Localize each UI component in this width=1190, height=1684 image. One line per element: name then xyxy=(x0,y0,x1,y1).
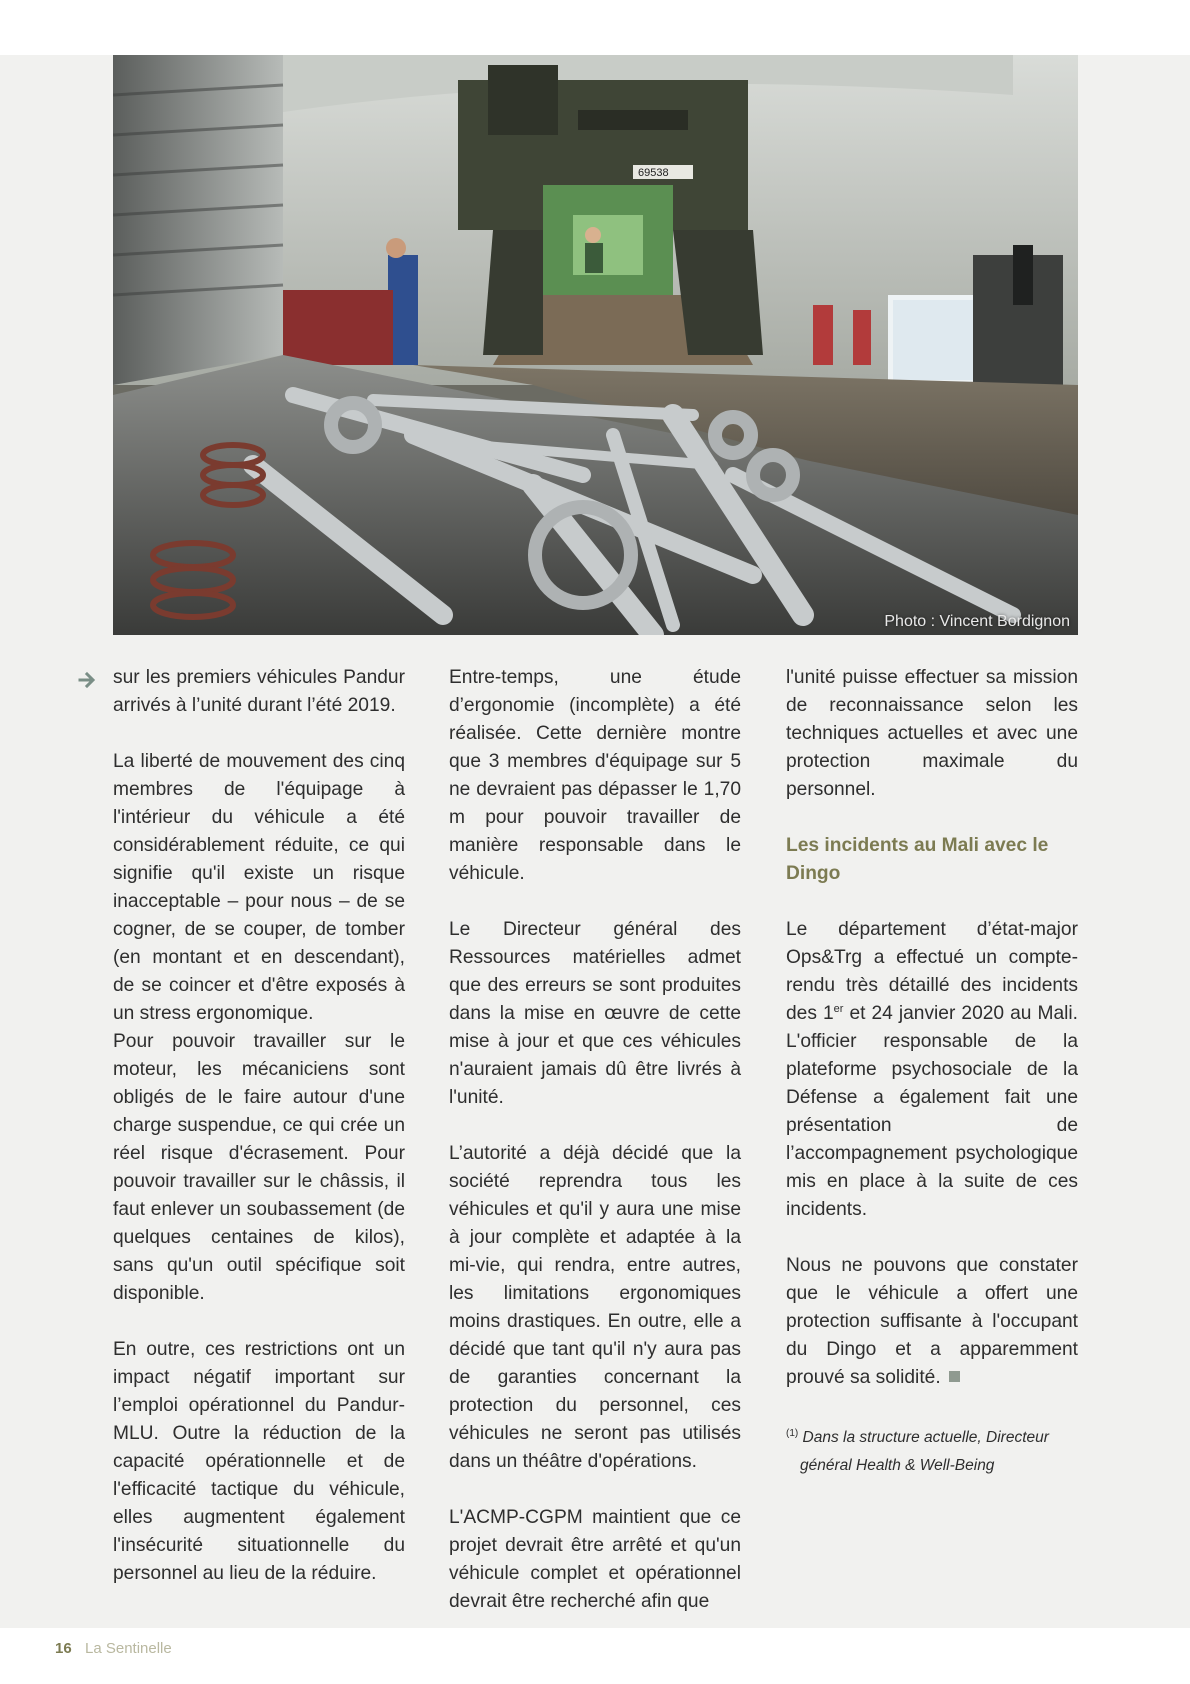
footnote-marker: (1) xyxy=(786,1428,799,1439)
paragraph xyxy=(786,1252,1078,1392)
workshop-photo-illustration xyxy=(113,55,1078,635)
paragraph-text: Nous ne pouvons que constater que le véhicule a offert une protection suffisante à l'occupant du Dingo et a apparemment prouvé sa solidité. xyxy=(786,1255,1078,1388)
continuation-arrow-icon xyxy=(78,670,98,690)
paragraph-text: Le département d’état-major Ops&Trg a effectué un compte-rendu très détaillé des incidents des 1 xyxy=(786,919,1078,1024)
article-column-2 xyxy=(449,664,741,1644)
publication-name: La Sentinelle xyxy=(85,1640,172,1657)
paragraph: Entre-temps, une étude d’ergonomie (incomplète) a été réalisée. Cette dernière montre que 3 membres d'équipage sur 5 ne devraient pas dépasser le 1,70 m pour pouvoir travailler de manière responsable dans le véhicule. xyxy=(449,667,741,884)
top-margin xyxy=(0,0,1190,55)
photo-credit: Photo : Vincent Bordignon xyxy=(884,613,1070,630)
paragraph: l'unité puisse effectuer sa mission de reconnaissance selon les techniques actuelles et avec une protection maximale du personnel. xyxy=(786,667,1078,800)
paragraph xyxy=(786,916,1078,1224)
paragraph: En outre, ces restrictions ont un impact négatif important sur l’emploi opérationnel du Pandur-MLU. Outre la réduction de la capacité opérationnelle et de l'efficacité tactique du véhicule, elles augmentent également l'insécurité situationnelle du personnel au lieu de la réduire. xyxy=(113,1339,405,1584)
paragraph: Le Directeur général des Ressources matérielles admet que des erreurs se sont produites dans la mise en œuvre de cette mise à jour et que ces véhicules n'auraient jamais dû être livrés à l'unité. xyxy=(449,919,741,1108)
paragraph: sur les premiers véhicules Pandur arrivés à l’unité durant l’été 2019. xyxy=(113,667,405,716)
paragraph: L'ACMP-CGPM maintient que ce projet devrait être arrêté et qu'un véhicule complet et opérationnel devrait être recherché afin que xyxy=(449,1507,741,1612)
footnote xyxy=(786,1420,1078,1480)
ordinal-superscript: er xyxy=(833,1003,844,1015)
paragraph: Pour pouvoir travailler sur le moteur, les mécaniciens sont obligés de le faire autour d'une charge suspendue, ce qui crée un réel risque d'écrasement. Pour pouvoir travailler sur le châssis, il faut enlever un soubassement (de quelques centaines de kilos), sans qu'un outil spécifique soit disponible. xyxy=(113,1031,405,1304)
article-column-3 xyxy=(786,664,1078,1480)
paragraph: La liberté de mouvement des cinq membres de l'équipage à l'intérieur du véhicule a été considérablement réduite, ce qui signifie qu'il existe un risque inacceptable – pour nous – de se cogner, de se couper, de tomber (en montant et en descendant), de se coincer et d'être exposés à un stress ergonomique. xyxy=(113,751,405,1024)
page-footer xyxy=(0,1628,1190,1684)
footnote-text: Dans la structure actuelle, Directeur xyxy=(798,1429,1049,1446)
end-of-article-mark xyxy=(949,1371,960,1382)
article-column-1 xyxy=(113,664,405,1616)
section-subheading: Les incidents au Mali avec le Dingo xyxy=(786,835,1049,884)
footnote-text: général Health & Well-Being xyxy=(800,1457,995,1474)
vehicle-plate: 69538 xyxy=(638,167,669,179)
paragraph: L’autorité a déjà décidé que la société reprendra tous les véhicules et qu'il y aura une mise à jour complète et adaptée à la mi-vie, qui rendra, entre autres, les limitations ergonomiques moins drastiques. En outre, elle a décidé que tant qu'il n'y aura pas de garanties concernant la protection du personnel, ces véhicules ne seront pas utilisés dans un théâtre d'opérations. xyxy=(449,1143,741,1472)
paragraph-text: et 24 janvier 2020 au Mali. L'officier responsable de la plateforme psychosociale de la Défense a également fait une présentation de l’accompagnement psychologique mis en place à la suite de ces incidents. xyxy=(786,1003,1078,1220)
workshop-photo xyxy=(113,55,1078,635)
page-number: 16 xyxy=(55,1640,72,1657)
